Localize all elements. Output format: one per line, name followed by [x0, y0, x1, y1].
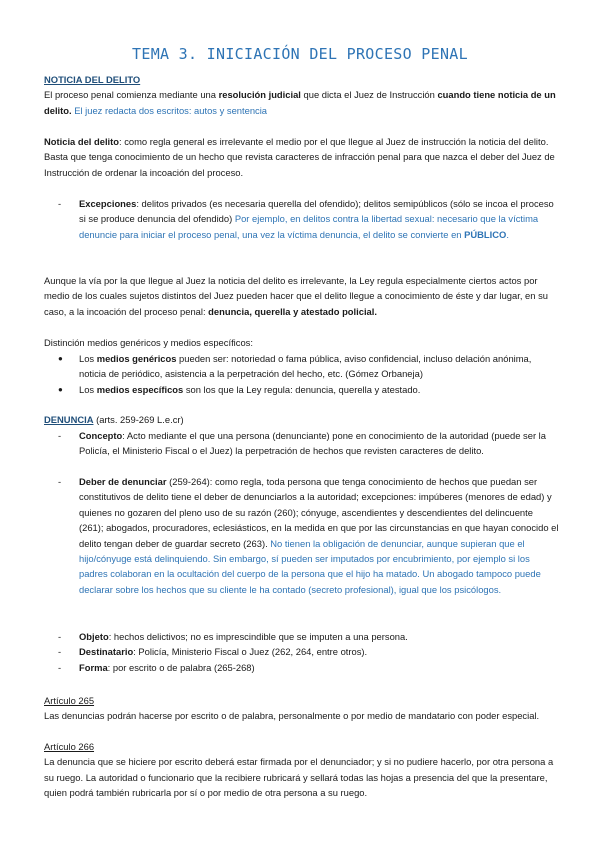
list-item-objeto: - Objeto: hechos delictivos; no es imprescindible que se imputen a una persona. — [58, 631, 408, 642]
intro-note: El juez redacta dos escritos: autos y sentencia — [71, 104, 268, 116]
list-item-destinatario: - Destinatario: Policía, Ministerio Fiscal o Juez (262, 264, entre otros). — [58, 646, 368, 658]
list-item-medios-genericos: ● Los medios genéricos pueden ser: notoriedad o fama pública, aviso confidencial, incluso delación anónima, noticia de periódico, asistencia a la perpetración del hecho, etc. (Gómez Orbaneja) — [58, 353, 532, 380]
noticia-paragraph: Noticia del delito: como regla general es irrelevante el medio por el que llegue al Juez de instrucción la noticia del delito. Basta que tenga conocimiento de un hecho que revista caracteres de infracción penal para que nazca el deber del Juez de Instrucción de ordenar la incoación del proceso. — [44, 136, 555, 178]
denuncia-items-list — [44, 629, 559, 675]
articulo-266 — [44, 739, 559, 801]
denuncia-heading-line — [44, 412, 559, 427]
denuncia-deber-list — [44, 474, 559, 597]
list-item-concepto: - Concepto: Acto mediante el que una persona (denunciante) pone en conocimiento de la autoridad (puede ser la Policía, el Ministerio Fiscal o el Juez) la perpetración de hechos que revisten caracteres de delito. — [58, 430, 546, 457]
section-heading-denuncia: DENUNCIA — [44, 414, 94, 425]
section-heading-noticia: NOTICIA DEL DELITO — [44, 74, 141, 85]
denuncia-concepto-list — [44, 428, 559, 459]
list-item-medios-especificos: ● Los medios específicos son los que la Ley regula: denuncia, querella y atestado. — [58, 383, 421, 395]
list-item-forma: - Forma: por escrito o de palabra (265-268) — [58, 661, 255, 673]
aunque-paragraph: Aunque la vía por la que llegue al Juez la noticia del delito es irrelevante, la Ley regula especialmente ciertos actos por medio de los cuales sujetos distintos del Juez pueden hacer que el delito llegue a conocimiento de éste y dar lugar, en su caso, a la incoación del proceso penal: denuncia, querella y atestado policial. — [44, 275, 548, 317]
noticia-section — [44, 72, 559, 118]
articulo-265 — [44, 693, 559, 724]
list-item-deber: - Deber de denunciar (259-264): como regla, toda persona que tenga conocimiento de hechos que puedan ser constitutivos de delito tiene el deber de denunciarlos a la autoridad; excepciones: impúberes (menores de edad) y quienes no gozaren del pleno uso de su razón (260); cónyuge, ascendientes y descendientes del delincuente (261); abogados, procuradores, eclesiásticos, en la medida en que por las circunstancias en que hayan conocido el delito tengan deber de guardar secreto (263). No tienen la obligación de denunciar, aunque supieran que el hijo/cónyuge está delinquiendo. Sin embargo, sí pueden ser imputados por encubrimiento, por ejemplo si los padres colaboran en la ocultación del cuerpo de la persona que el hijo ha matado. Un abogado tampoco puede declarar sobre los hechos que su cliente le ha contado (secreto profesional), igual que los psicólogos. — [58, 476, 559, 595]
articulo-265-label: Artículo 265 — [44, 695, 95, 706]
medios-list — [44, 351, 559, 397]
page-title: TEMA 3. INICIACIÓN DEL PROCESO PENAL — [132, 45, 468, 63]
list-item-excepciones: - Excepciones: delitos privados (es necesaria querella del ofendido); delitos semipúblicos (sólo se incoa el proceso si se produce denuncia del ofendido) Por ejemplo, en delitos contra la libertad sexual: necesario que la víctima denuncie para iniciar el proceso penal, una vez la víctima denuncia, el delito se convierte en PÚBLICO. — [58, 198, 554, 240]
articulo-266-label: Artículo 266 — [44, 741, 95, 752]
intro-paragraph: El proceso penal comienza mediante una resolución judicial que dicta el Juez de Instrucción cuando tiene noticia de un delito. El juez redacta dos escritos: autos y sentencia — [44, 89, 556, 116]
denuncia-reference: (arts. 259-269 L.e.cr) — [93, 414, 184, 425]
articulo-265-text: Las denuncias podrán hacerse por escrito o de palabra, personalmente o por medio de mandatario con poder especial. — [44, 710, 540, 722]
articulo-266-text: La denuncia que se hiciere por escrito deberá estar firmada por el denunciador; y si no pudiere hacerlo, por otra persona a su ruego. La autoridad o funcionario que la recibiere rubricará y sellará todas las hojas a presencia del que la presentare, quien podrá también rubricarla por sí o por medio de otra persona a su ruego. — [44, 756, 554, 799]
distincion-text: Distinción medios genéricos y medios específicos: — [44, 337, 253, 348]
excepciones-list — [44, 196, 559, 242]
